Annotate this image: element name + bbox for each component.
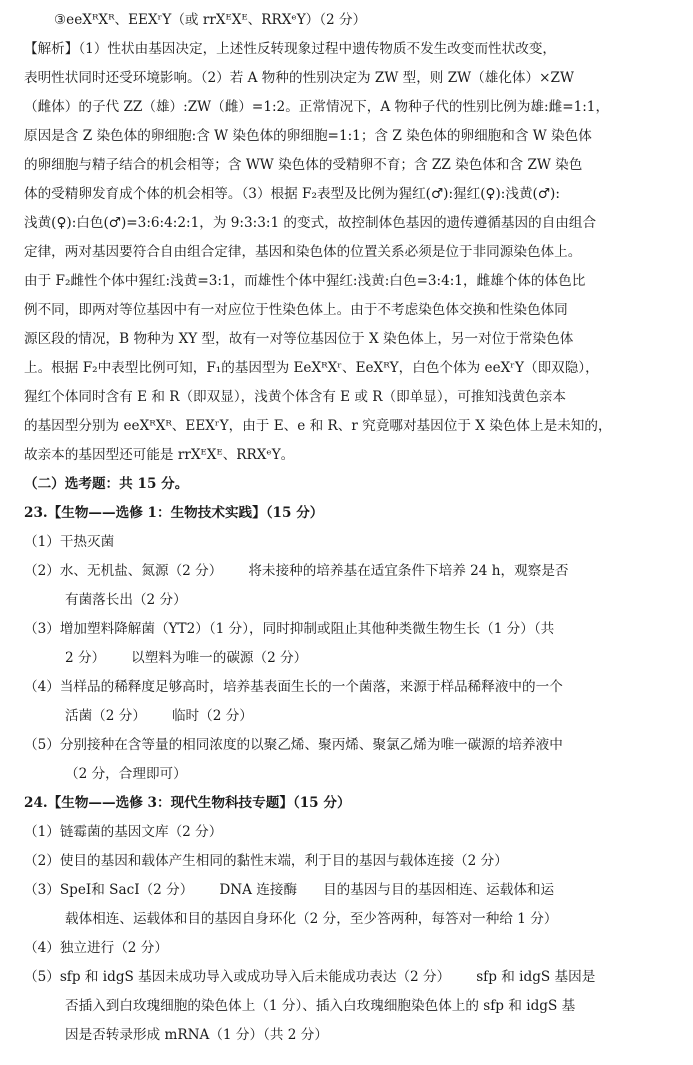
analysis-line: 例不同，即两对等位基因中有一对应位于性染色体上。由于不考虑染色体交换和性染色体同 <box>24 302 568 318</box>
q23-answer-5: （5）分别接种在含等量的相同浓度的以聚乙烯、聚丙烯、聚氯乙烯为唯一碳源的培养液中 <box>24 737 563 753</box>
analysis-line: 浅黄(♀):白色(♂)=3:6:4:2:1，为 9:3:3:1 的变式，故控制体色基因的遗传遵循基因的自由组合 <box>24 215 597 231</box>
q24-answer-3-part3: 目的基因与目的基因相连、运载体和运 <box>323 882 555 898</box>
q23-answer-2-part1: （2）水、无机盐、氮源（2 分） <box>24 563 223 579</box>
q23-answer-2-part2: 将未接种的培养基在适宜条件下培养 24 h，观察是否 <box>248 563 569 579</box>
analysis-line: 的基因型分别为 eeXᴿXᴿ、EEXʳY，由于 E、e 和 R、r 究竟哪对基因位于 X 染色体上是未知的， <box>24 418 612 434</box>
analysis-line: 源区段的情况，B 物种为 XY 型，故有一对等位基因位于 X 染色体上，另一对位于常染色体 <box>24 331 574 347</box>
q24-answer-2: （2）使目的基因和载体产生相同的黏性末端，利于目的基因与载体连接（2 分） <box>24 853 508 869</box>
q24-answer-4: （4）独立进行（2 分） <box>24 940 168 956</box>
q24-answer-5-cont2: 因是否转录形成 mRNA（1 分）（共 2 分） <box>65 1027 328 1043</box>
q24-answer-3-cont: 载体相连、运载体和目的基因自身环化（2 分，至少答两种，每答对一种给 1 分） <box>65 911 558 927</box>
analysis-line: （雌体）的子代 ZZ（雄）:ZW（雌）=1:2。正常情况下，A 物种子代的性别比例为雄:雌=1:1， <box>24 99 610 115</box>
q23-answer-4-cont <box>65 704 670 728</box>
q23-answer-5-cont: （2 分，合理即可） <box>65 766 187 782</box>
analysis-line: 定律，两对基因要符合自由组合定律，基因和染色体的位置关系必须是位于非同源染色体上。 <box>24 244 582 260</box>
question-24-title: 24.【生物——选修 3：现代生物科技专题】（15 分） <box>24 795 351 811</box>
q23-answer-3: （3）增加塑料降解菌（YT2）（1 分），同时抑制或阻止其他种类微生物生长（1 分）（共 <box>24 621 555 637</box>
q24-answer-3 <box>24 878 674 902</box>
question-23-title: 23.【生物——选修 1：生物技术实践】（15 分） <box>24 505 324 521</box>
q23-answer-2 <box>24 559 674 583</box>
analysis-line: 的卵细胞与精子结合的机会相等；含 WW 染色体的受精卵不育；含 ZZ 染色体和含 ZW 染色 <box>24 157 583 173</box>
q24-answer-5-part1: （5）sfp 和 idgS 基因未成功导入或成功导入后未能成功表达（2 分） <box>24 969 451 985</box>
analysis-line: 由于 F₂雌性个体中猩红:浅黄=3:1，而雄性个体中猩红:浅黄:白色=3:4:1，雌雄个体的体色比 <box>24 273 586 289</box>
q23-answer-3-part1: 2 分） <box>65 650 106 666</box>
q23-answer-4-part2: 临时（2 分） <box>171 708 253 724</box>
analysis-line: 故亲本的基因型还可能是 rrXᴱXᴱ、RRXᵉY。 <box>24 447 295 463</box>
analysis-line: 原因是含 Z 染色体的卵细胞:含 W 染色体的卵细胞=1:1；含 Z 染色体的卵细胞和含 W 染色体 <box>24 128 592 144</box>
analysis-line: 体的受精卵发育成个体的机会相等。（3）根据 F₂表型及比例为猩红(♂):猩红(♀):浅黄(♂): <box>24 186 560 202</box>
analysis-line: 猩红个体同时含有 E 和 R（即双显），浅黄个体含有 E 或 R（即单显），可推知浅黄色亲本 <box>24 389 567 405</box>
q24-answer-5 <box>24 965 674 989</box>
q24-answer-3-part1: （3）SpeⅠ和 SacⅠ（2 分） <box>24 882 194 898</box>
analysis-line: 表明性状同时还受环境影响。（2）若 A 物种的性别决定为 ZW 型，则 ZW（雄化体）×ZW <box>24 70 574 86</box>
q23-answer-3-cont <box>65 646 670 670</box>
q24-answer-1: （1）链霉菌的基因文库（2 分） <box>24 824 223 840</box>
q24-answer-5-cont: 否插入到白玫瑰细胞的染色体上（1 分）、插入白玫瑰细胞染色体上的 sfp 和 idgS 基 <box>65 998 576 1014</box>
section-title: （二）选考题：共 15 分。 <box>24 476 189 492</box>
q23-answer-2-cont: 有菌落长出（2 分） <box>65 592 187 608</box>
q24-answer-3-part2: DNA 连接酶 <box>219 882 298 898</box>
q23-answer-3-part2: 以塑料为唯一的碳源（2 分） <box>131 650 308 666</box>
intro-answer: ③eeXᴿXᴿ、EEXʳY（或 rrXᴱXᴱ、RRXᵉY）（2 分） <box>54 12 367 28</box>
q23-answer-1: （1）干热灭菌 <box>24 534 115 550</box>
analysis-line: 【解析】（1）性状由基因决定，上述性反转现象过程中遗传物质不发生改变而性状改变， <box>24 41 557 57</box>
q23-answer-4: （4）当样品的稀释度足够高时，培养基表面生长的一个菌落，来源于样品稀释液中的一个 <box>24 679 563 695</box>
q23-answer-4-part1: 活菌（2 分） <box>65 708 146 724</box>
q24-answer-5-part2: sfp 和 idgS 基因是 <box>476 969 596 985</box>
analysis-line: 上。根据 F₂中表型比例可知，F₁的基因型为 EeXᴿXʳ、EeXᴿY，白色个体为 eeXʳY（即双隐）， <box>24 360 599 376</box>
